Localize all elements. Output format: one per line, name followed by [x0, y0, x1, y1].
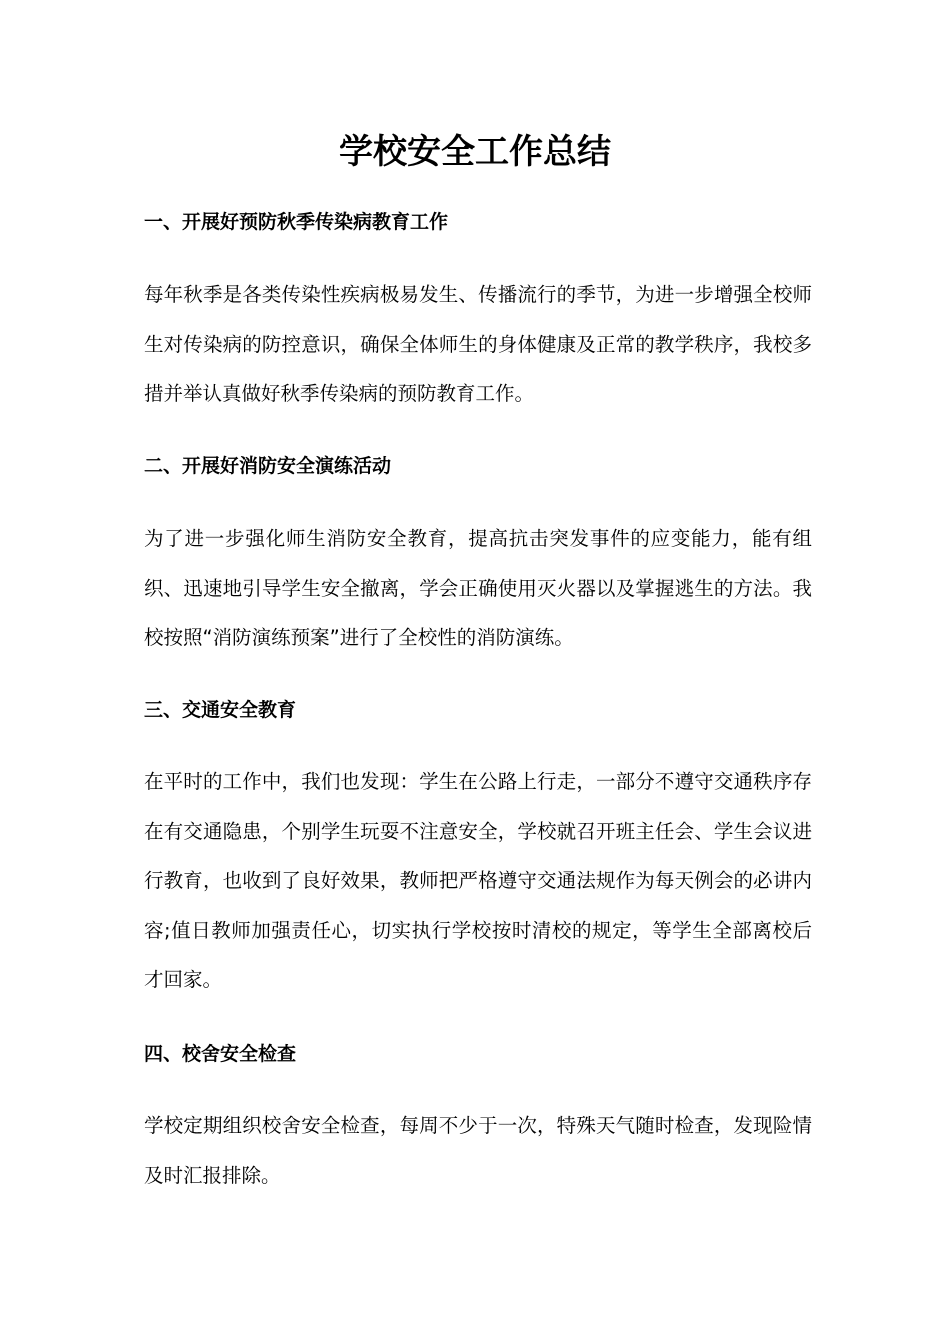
section-body-building-inspection: 学校定期组织校舍安全检查，每周不少于一次，特殊天气随时检查，发现险情及时汇报排除。: [144, 1114, 812, 1187]
section-heading-epidemic-prevention: 一、开展好预防秋季传染病教育工作: [144, 211, 449, 233]
section-heading-traffic-safety: 三、交通安全教育: [144, 699, 297, 721]
section-body-traffic-safety: 在平时的工作中，我们也发现：学生在公路上行走，一部分不遵守交通秩序存在有交通隐患，个别学生玩耍不注意安全，学校就召开班主任会、学生会议进行教育，也收到了良好效果，教师把严格遵守交通法规作为每天例会的必讲内容;值日教师加强责任心，切实执行学校按时清校的规定，等学生全部离校后才回家。: [144, 770, 812, 991]
document-title: 学校安全工作总结: [339, 132, 611, 172]
section-heading-fire-drill: 二、开展好消防安全演练活动: [144, 455, 392, 477]
section-heading-building-inspection: 四、校舍安全检查: [144, 1043, 297, 1065]
section-body-epidemic-prevention: 每年秋季是各类传染性疾病极易发生、传播流行的季节，为进一步增强全校师生对传染病的防控意识，确保全体师生的身体健康及正常的教学秩序，我校多措并举认真做好秋季传染病的预防教育工作。: [144, 283, 812, 405]
section-body-fire-drill: 为了进一步强化师生消防安全教育，提高抗击突发事件的应变能力，能有组织、迅速地引导学生安全撤离，学会正确使用灭火器以及掌握逃生的方法。我校按照“消防演练预案”进行了全校性的消防演练。: [144, 527, 812, 649]
